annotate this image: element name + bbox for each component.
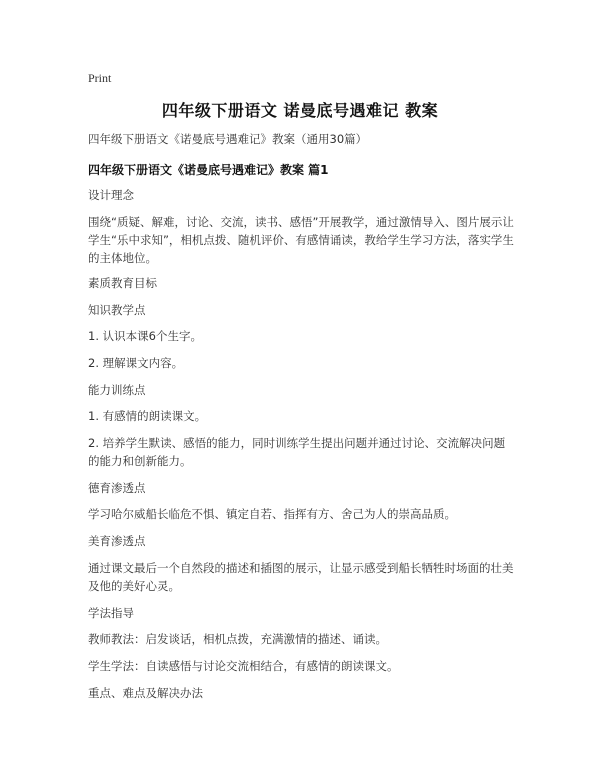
heading-ability-training: 能力训练点 [88, 383, 146, 397]
heading-key-difficult-points: 重点、难点及解决办法 [88, 686, 203, 700]
heading-knowledge-points: 知识教学点 [88, 303, 146, 317]
page-title: 四年级下册语文 诺曼底号遇难记 教案 [161, 101, 439, 120]
section-title: 四年级下册语文《诺曼底号遇难记》教案 篇1 [88, 163, 329, 177]
list-item-knowledge-2: 2. 理解课文内容。 [88, 356, 184, 370]
heading-design-concept: 设计理念 [88, 188, 134, 202]
heading-moral-education: 德育渗透点 [88, 481, 146, 495]
page-subtitle: 四年级下册语文《诺曼底号遇难记》教案（通用30篇） [88, 132, 368, 146]
list-item-ability-1: 1. 有感情的朗读课文。 [88, 409, 207, 423]
heading-aesthetic-education: 美育渗透点 [88, 534, 146, 548]
list-item-knowledge-1: 1. 认识本课6个生字。 [88, 329, 202, 343]
list-item-ability-2: 2. 培养学生默读、感悟的能力，同时训练学生提出问题并通过讨论、交流解决问题的能力和创新能力。 [88, 436, 506, 468]
paragraph-moral-education: 学习哈尔威船长临危不惧、镇定自若、指挥有方、舍己为人的崇高品质。 [88, 507, 456, 521]
heading-study-guidance: 学法指导 [88, 606, 134, 620]
print-label: Print [88, 71, 112, 85]
paragraph-aesthetic-education: 通过课文最后一个自然段的描述和插图的展示，让显示感受到船长牺牲时场面的壮美及他的美好心灵。 [88, 561, 514, 593]
heading-quality-education-goals: 素质教育目标 [88, 276, 157, 290]
paragraph-design-concept: 围绕“质疑、解难，讨论、交流，读书、感悟”开展教学，通过激情导入、图片展示让学生“乐中求知”，相机点拨、随机评价、有感情诵读，教给学生学习方法，落实学生的主体地位。 [88, 215, 514, 265]
paragraph-teacher-method: 教师教法：启发谈话，相机点拨，充满激情的描述、诵读。 [88, 632, 387, 646]
paragraph-student-method: 学生学法：自读感悟与讨论交流相结合，有感情的朗读课文。 [88, 659, 399, 673]
